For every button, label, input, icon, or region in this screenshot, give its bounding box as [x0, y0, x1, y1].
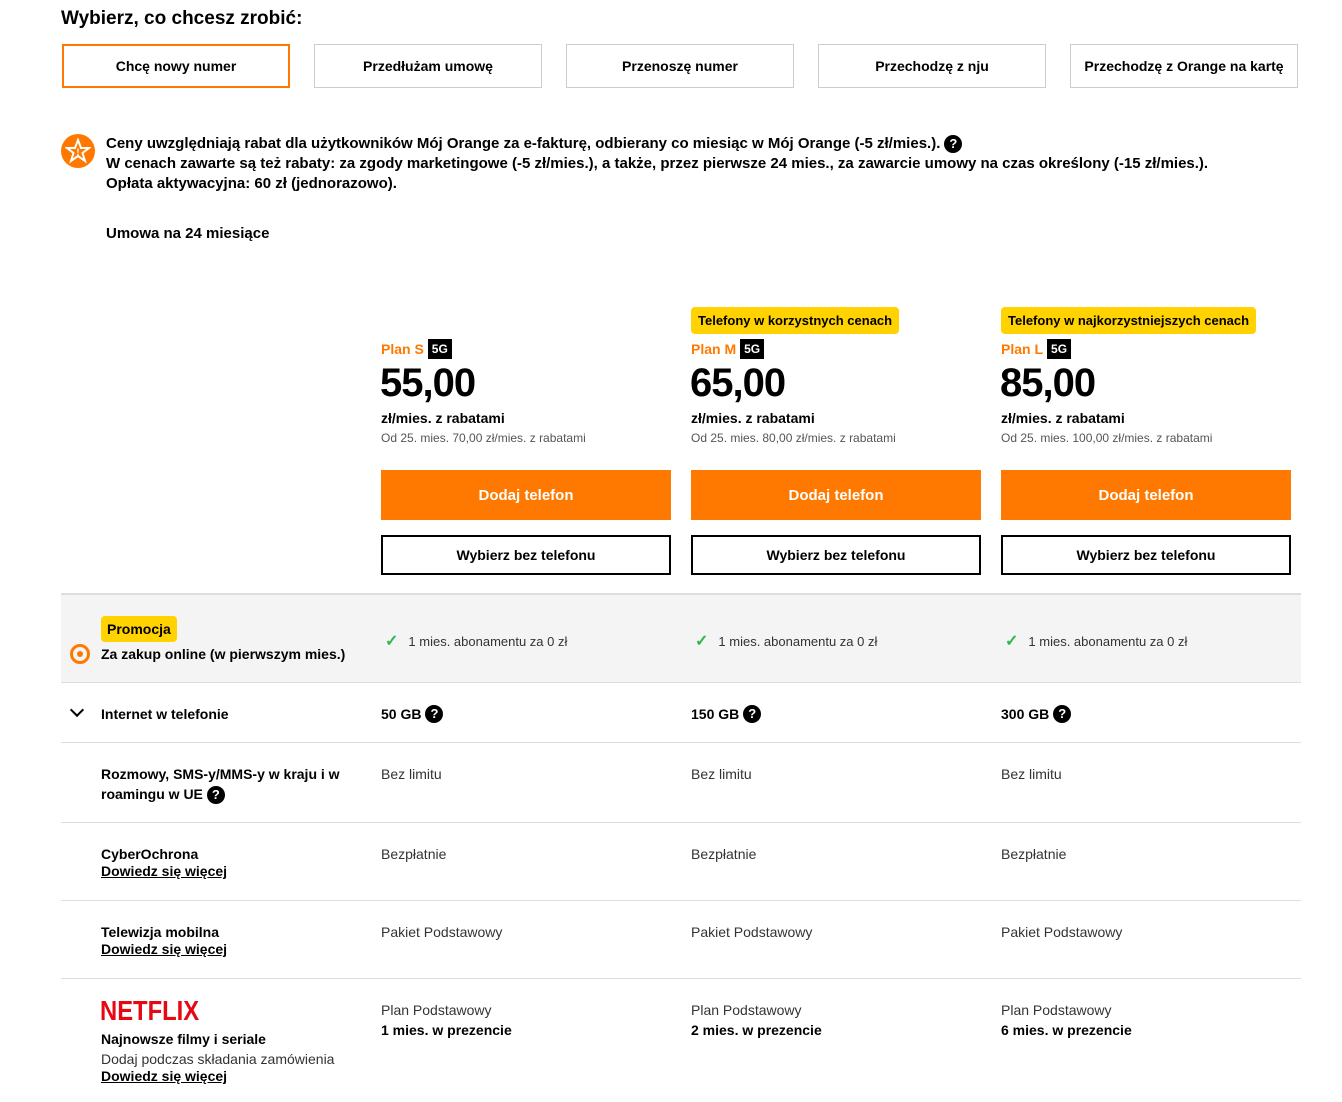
- row-divider: [61, 742, 1301, 743]
- 5g-badge: 5G: [1047, 339, 1071, 359]
- internet-value-m: 150 GB ?: [691, 704, 761, 724]
- netflix-plan-s: Plan Podstawowy: [381, 1002, 492, 1018]
- row-divider: [61, 900, 1301, 901]
- plan-l-add-phone-button[interactable]: Dodaj telefon: [1001, 470, 1291, 520]
- netflix-sub: Dodaj podczas składania zamówienia: [101, 1051, 335, 1067]
- internet-value-s: 50 GB ?: [381, 704, 443, 724]
- plan-m-no-phone-button[interactable]: Wybierz bez telefonu: [691, 535, 981, 575]
- check-icon: ✓: [385, 633, 399, 650]
- plan-l-price-unit: zł/mies. z rabatami: [1001, 410, 1125, 426]
- choice-new-number[interactable]: Chcę nowy numer: [62, 44, 290, 88]
- plan-l-no-phone-button[interactable]: Wybierz bez telefonu: [1001, 535, 1291, 575]
- plan-l-price-after: Od 25. mies. 100,00 zł/mies. z rabatami: [1001, 431, 1213, 445]
- promo-label: Za zakup online (w pierwszym mies.): [101, 646, 346, 662]
- check-icon: ✓: [695, 633, 709, 650]
- 5g-badge: 5G: [740, 339, 764, 359]
- row-divider: [61, 822, 1301, 823]
- cyber-value-m: Bezpłatnie: [691, 846, 757, 862]
- netflix-learn-more-link[interactable]: Dowiedz się więcej: [101, 1068, 228, 1084]
- cyber-value-s: Bezpłatnie: [381, 846, 447, 862]
- svg-text:!: !: [76, 147, 80, 157]
- help-icon[interactable]: ?: [743, 705, 761, 723]
- plan-s-add-phone-button[interactable]: Dodaj telefon: [381, 470, 671, 520]
- netflix-plan-l: Plan Podstawowy: [1001, 1002, 1112, 1018]
- calls-value-m: Bez limitu: [691, 766, 752, 782]
- netflix-plan-m: Plan Podstawowy: [691, 1002, 802, 1018]
- help-icon[interactable]: ?: [1053, 705, 1071, 723]
- promo-cell-s: ✓ 1 mies. abonamentu za 0 zł: [385, 633, 568, 650]
- tv-value-m: Pakiet Podstawowy: [691, 924, 813, 940]
- help-icon[interactable]: ?: [944, 135, 962, 153]
- plan-m-badge: Telefony w korzystnych cenach: [691, 307, 899, 334]
- tv-value-s: Pakiet Podstawowy: [381, 924, 503, 940]
- choice-from-prepaid[interactable]: Przechodzę z Orange na kartę: [1070, 44, 1298, 88]
- promo-cell-m: ✓ 1 mies. abonamentu za 0 zł: [695, 633, 878, 650]
- plan-s-no-phone-button[interactable]: Wybierz bez telefonu: [381, 535, 671, 575]
- netflix-logo: NETFLIX: [100, 995, 200, 1026]
- help-icon[interactable]: ?: [425, 705, 443, 723]
- tv-label: Telewizja mobilna: [101, 924, 219, 940]
- internet-label: Internet w telefonie: [101, 706, 229, 722]
- choice-extend-contract[interactable]: Przedłużam umowę: [314, 44, 542, 88]
- check-icon: ✓: [1005, 633, 1019, 650]
- netflix-gift-l: 6 mies. w prezencie: [1001, 1022, 1132, 1038]
- chevron-down-icon[interactable]: [70, 703, 84, 717]
- choice-from-nju[interactable]: Przechodzę z nju: [818, 44, 1046, 88]
- plan-m-price-after: Od 25. mies. 80,00 zł/mies. z rabatami: [691, 431, 896, 445]
- netflix-label: Najnowsze filmy i seriale: [101, 1031, 266, 1047]
- row-divider: [61, 682, 1301, 683]
- info-line-2: W cenach zawarte są też rabaty: za zgody marketingowe (-5 zł/mies.), a także, przez pierwsze 24 mies., za zawarcie umowy na czas określony (-15 zł/mies.).: [106, 155, 1209, 172]
- info-line-3: Opłata aktywacyjna: 60 zł (jednorazowo).: [106, 175, 397, 192]
- info-line-1: Ceny uwzględniają rabat dla użytkowników Mój Orange za e-fakturę, odbierany co miesiąc w Mój Orange (-5 zł/mies.).: [106, 135, 941, 152]
- row-divider: [61, 978, 1301, 979]
- promo-target-icon: [70, 644, 90, 664]
- plan-s-name: Plan S 5G: [381, 339, 452, 359]
- pricing-info: [106, 134, 1306, 194]
- discount-star-icon: [61, 134, 95, 168]
- calls-value-s: Bez limitu: [381, 766, 442, 782]
- calls-value-l: Bez limitu: [1001, 766, 1062, 782]
- netflix-gift-m: 2 mies. w prezencie: [691, 1022, 822, 1038]
- 5g-badge: 5G: [428, 339, 452, 359]
- plan-m-name: Plan M 5G: [691, 339, 764, 359]
- cyber-label: CyberOchrona: [101, 846, 199, 862]
- cyber-learn-more-link[interactable]: Dowiedz się więcej: [101, 863, 228, 879]
- internet-value-l: 300 GB ?: [1001, 704, 1071, 724]
- promo-cell-l: ✓ 1 mies. abonamentu za 0 zł: [1005, 633, 1188, 650]
- plan-s-price-after: Od 25. mies. 70,00 zł/mies. z rabatami: [381, 431, 586, 445]
- plan-s-price: 55,00: [380, 361, 476, 405]
- netflix-gift-s: 1 mies. w prezencie: [381, 1022, 512, 1038]
- contract-length: Umowa na 24 miesiące: [106, 225, 270, 242]
- promo-badge: Promocja: [101, 616, 177, 642]
- plan-l-badge: Telefony w najkorzystniejszych cenach: [1001, 307, 1256, 334]
- plan-l-price: 85,00: [1000, 361, 1096, 405]
- help-icon[interactable]: ?: [207, 786, 225, 804]
- page-heading: Wybierz, co chcesz zrobić:: [61, 8, 303, 29]
- plan-m-price-unit: zł/mies. z rabatami: [691, 410, 815, 426]
- choice-port-number[interactable]: Przenoszę numer: [566, 44, 794, 88]
- plan-l-name: Plan L 5G: [1001, 339, 1071, 359]
- plan-m-price: 65,00: [690, 361, 786, 405]
- calls-label: Rozmowy, SMS-y/MMS-y w kraju i w roamingu w UE ?: [101, 766, 340, 803]
- plan-m-add-phone-button[interactable]: Dodaj telefon: [691, 470, 981, 520]
- plan-s-price-unit: zł/mies. z rabatami: [381, 410, 505, 426]
- tv-learn-more-link[interactable]: Dowiedz się więcej: [101, 941, 228, 957]
- tv-value-l: Pakiet Podstawowy: [1001, 924, 1123, 940]
- cyber-value-l: Bezpłatnie: [1001, 846, 1067, 862]
